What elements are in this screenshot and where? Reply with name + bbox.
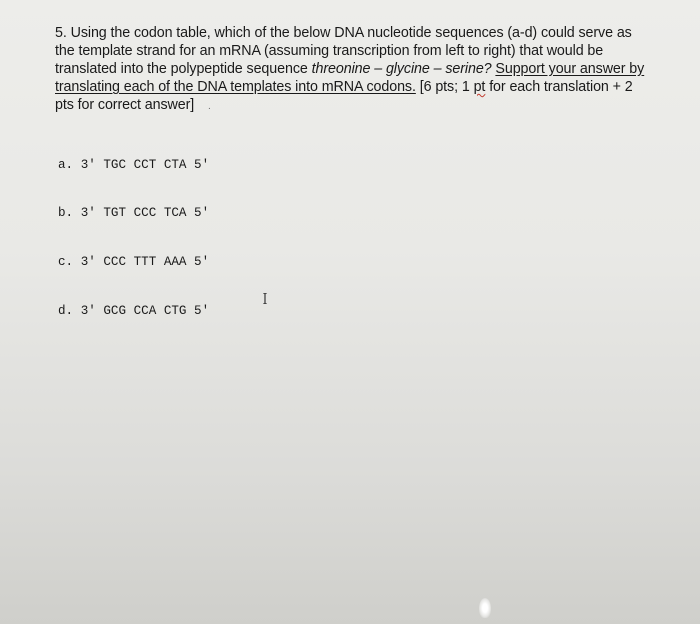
points-prefix: [6 pts; 1: [419, 79, 470, 95]
option-sequence: 3' GCG CCA CTG 5': [80, 304, 210, 319]
option-b: [58, 205, 209, 221]
polypeptide-sequence: threonine – glycine – serine?: [311, 61, 492, 77]
option-c: [58, 254, 209, 270]
option-a: [58, 157, 209, 173]
option-label: a.: [58, 157, 74, 172]
option-sequence: 3' TGC CCT CTA 5': [80, 157, 210, 172]
question-text: [55, 24, 655, 116]
option-label: d.: [58, 304, 74, 319]
answer-options: [58, 124, 209, 352]
option-sequence: 3' CCC TTT AAA 5': [80, 255, 210, 270]
option-d: [58, 303, 209, 319]
option-label: b.: [58, 206, 74, 221]
light-glare-icon: [479, 598, 491, 618]
question-intro: Using the codon table, which of the below DNA nucleotide sequences (a-d) could serve as the template strand for an mRNA (assuming transcription from left to right) that would be translated into the polypeptide sequence: [55, 25, 632, 77]
text-cursor-icon: I: [262, 290, 268, 308]
points-suffix: for each translation + 2 pts for correct answer]: [55, 79, 633, 113]
option-sequence: 3' TGT CCC TCA 5': [80, 206, 210, 221]
question-number: 5.: [55, 25, 67, 41]
option-label: c.: [58, 255, 74, 270]
trailing-mark: .: [208, 101, 211, 112]
instruction-text: Support your answer by translating each of the DNA templates into mRNA codons.: [55, 61, 645, 95]
points-unit: pt: [473, 79, 486, 95]
